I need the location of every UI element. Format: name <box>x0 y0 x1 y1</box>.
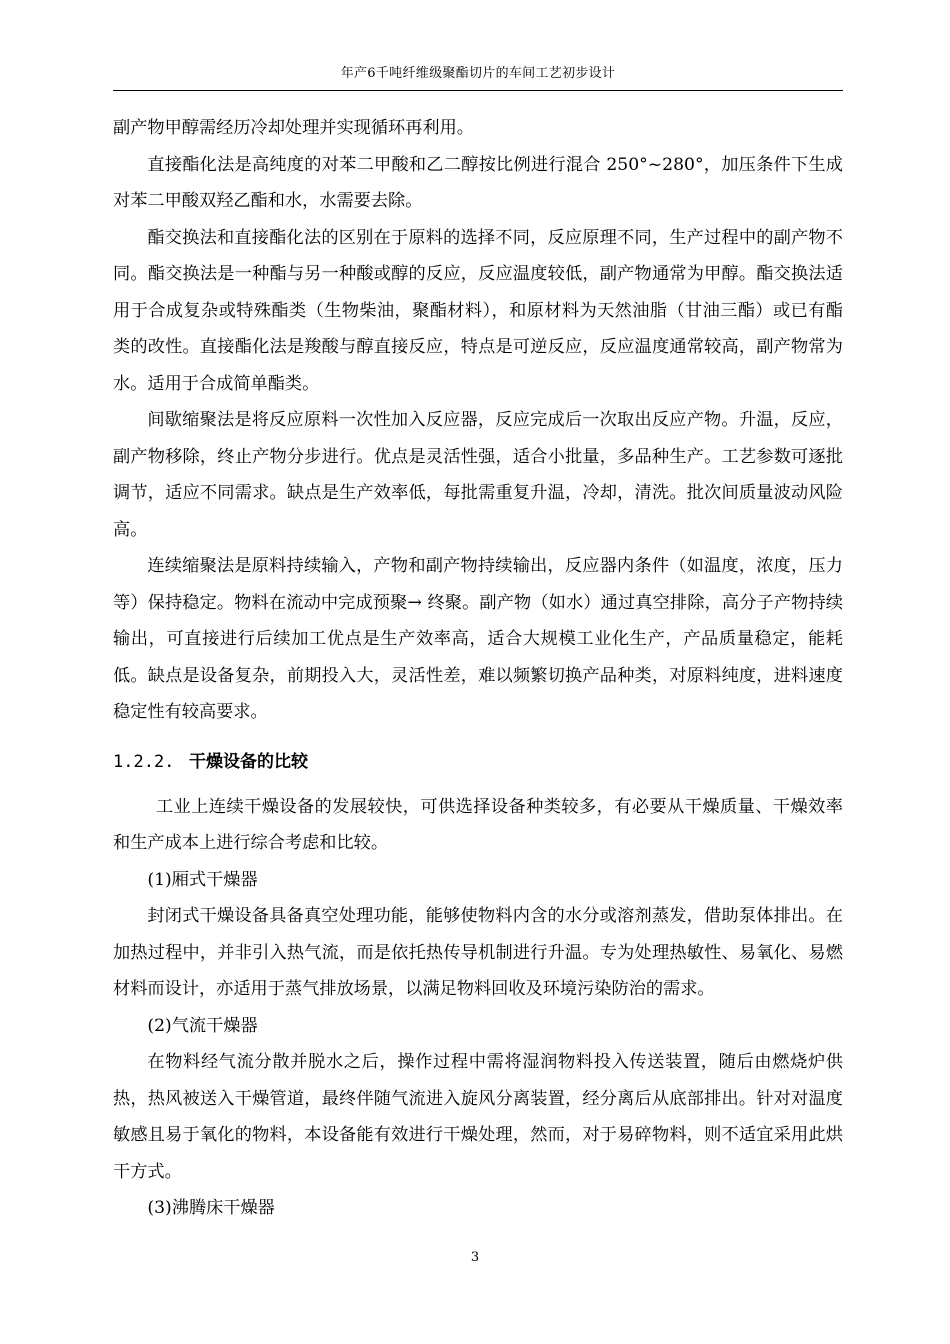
subheading-fluidized-bed-dryer: (3)沸腾床干燥器 <box>147 1198 275 1218</box>
document-body <box>113 110 843 1227</box>
paragraph-continuation: 副产物甲醇需经历冷却处理并实现循环再利用。 <box>113 118 474 138</box>
paragraph-batch-polycondensation: 间歇缩聚法是将反应原料一次性加入反应器，反应完成后一次取出反应产物。升温，反应，副产物移除，终止产物分步进行。优点是灵活性强，适合小批量，多品种生产。工艺参数可逐批调节，适应不同需求。缺点是生产效率低，每批需重复升温，冷却，清洗。批次间质量波动风险高。 <box>113 410 843 540</box>
section-heading <box>113 747 843 777</box>
page-number: 3 <box>470 1250 480 1265</box>
paragraph-box-dryer: 封闭式干燥设备具备真空处理功能，能够使物料内含的水分或溶剂蒸发，借助泵体排出。在加热过程中，并非引入热气流，而是依托热传导机制进行升温。专为处理热敏性、易氧化、易燃材料而设计，亦适用于蒸气排放场景，以满足物料回收及环境污染防治的需求。 <box>113 906 843 999</box>
section-number: 1.2.2. <box>113 751 175 772</box>
subheading-box-dryer: (1)厢式干燥器 <box>147 869 258 890</box>
section-title: 干燥设备的比较 <box>189 751 308 772</box>
page-header: 年产6千吨纤维级聚酯切片的车间工艺初步设计 <box>113 64 843 91</box>
paragraph-drying-intro: 工业上连续干燥设备的发展较快，可供选择设备种类较多，有必要从干燥质量、干燥效率和生产成本上进行综合考虑和比较。 <box>113 796 843 853</box>
paragraph-continuous-polycondensation: 连续缩聚法是原料持续输入，产物和副产物持续输出，反应器内条件（如温度，浓度，压力等）保持稳定。物料在流动中完成预聚→ 终聚。副产物（如水）通过真空排除，高分子产物持续输出，可直接进行后续加工优点是生产效率高，适合大规模工业化生产，产品质量稳定，能耗低。缺点是设备复杂，前期投入大，灵活性差，难以频繁切换产品种类，对原料纯度，进料速度稳定性有较高要求。 <box>113 556 843 722</box>
paragraph-flash-dryer: 在物料经气流分散并脱水之后，操作过程中需将湿润物料投入传送装置，随后由燃烧炉供热，热风被送入干燥管道，最终伴随气流进入旋风分离装置，经分离后从底部排出。针对对温度敏感且易于氧化的物料，本设备能有效进行干燥处理，然而，对于易碎物料，则不适宜采用此烘干方式。 <box>113 1052 843 1182</box>
paragraph-direct-esterification: 直接酯化法是高纯度的对苯二甲酸和乙二醇按比例进行混合 250°~280°，加压条件下生成对苯二甲酸双羟乙酯和水，水需要去除。 <box>113 154 843 211</box>
subheading-flash-dryer: (2)气流干燥器 <box>147 1015 258 1036</box>
paragraph-transesterification-comparison: 酯交换法和直接酯化法的区别在于原料的选择不同，反应原理不同，生产过程中的副产物不同。酯交换法是一种酯与另一种酸或醇的反应，反应温度较低，副产物通常为甲醇。酯交换法适用于合成复杂或特殊酯类（生物柴油，聚酯材料），和原材料为天然油脂（甘油三酯）或已有酯类的改性。直接酯化法是羧酸与醇直接反应，特点是可逆反应，反应温度通常较高，副产物常为水。适用于合成简单酯类。 <box>113 227 843 394</box>
